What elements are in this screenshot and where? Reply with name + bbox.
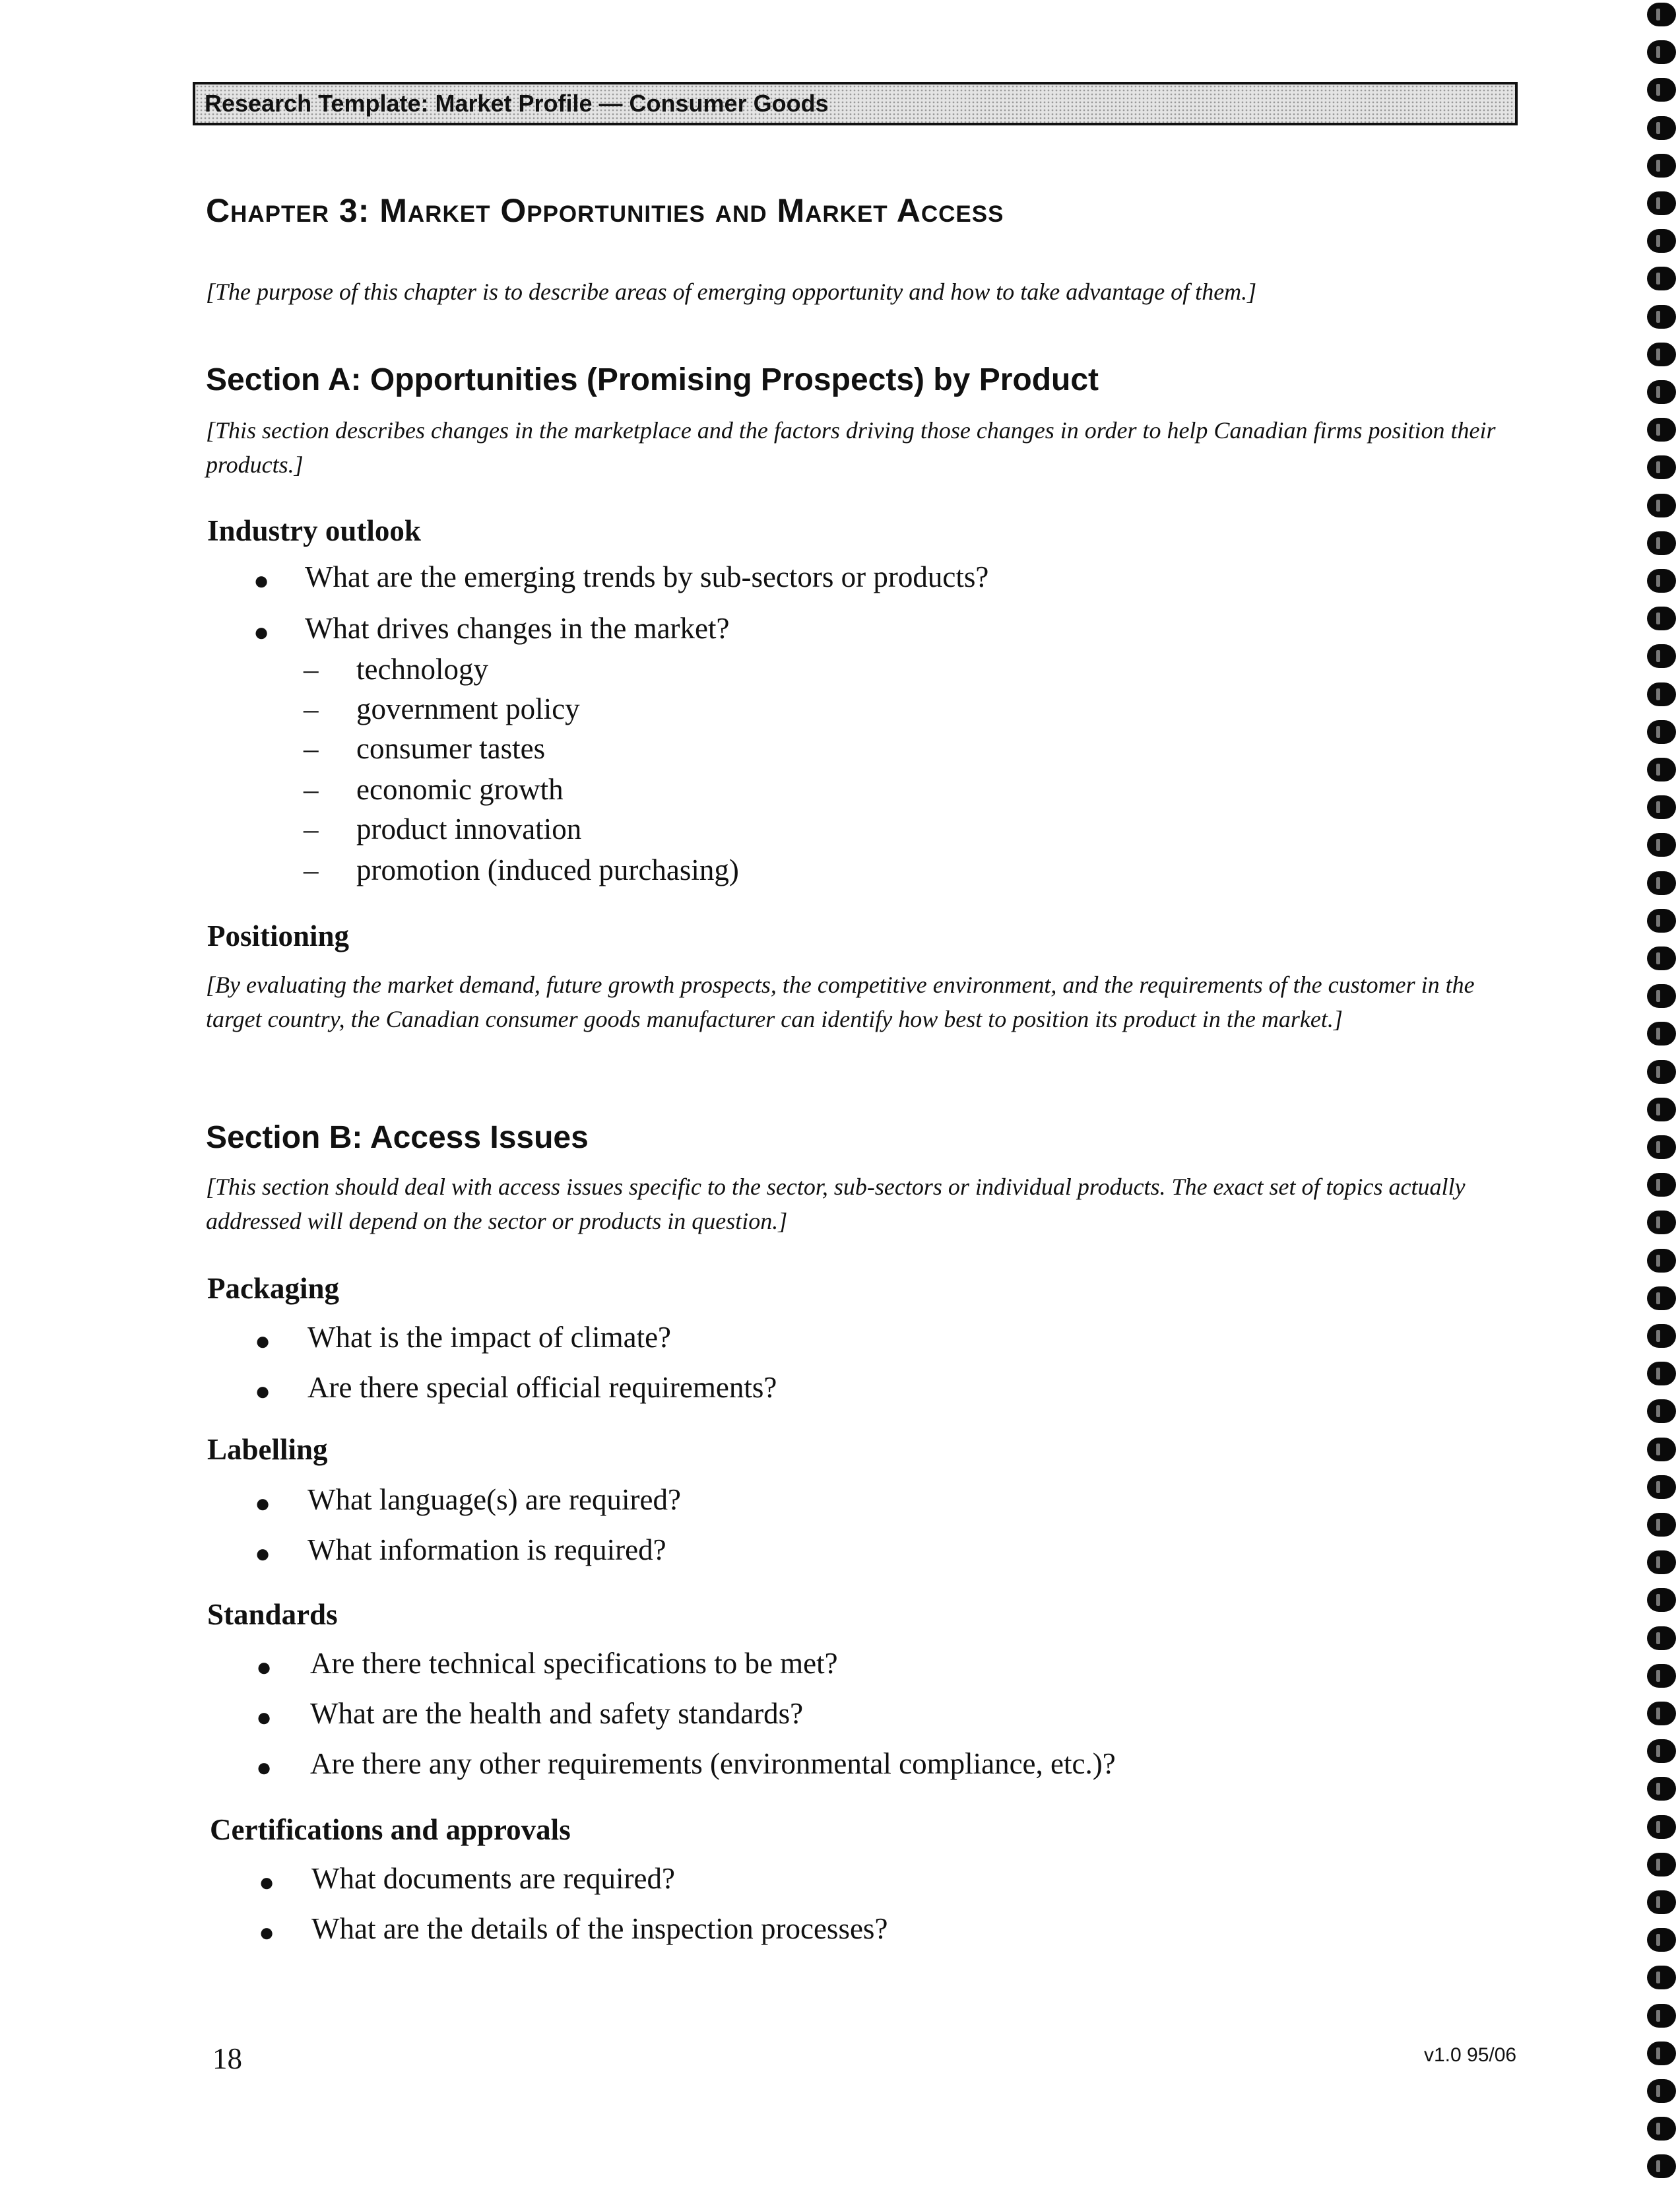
labelling-heading: Labelling [207, 1433, 328, 1466]
binding-hole-icon [1647, 1060, 1676, 1084]
positioning-heading: Positioning [207, 919, 350, 952]
binding-hole-icon [1647, 1777, 1676, 1801]
driver-item: promotion (induced purchasing) [356, 853, 739, 886]
binding-hole-icon [1647, 2154, 1676, 2178]
binding-hole-icon [1647, 1475, 1676, 1499]
list-item: What drives changes in the market? [305, 612, 730, 645]
binding-hole-icon [1647, 1173, 1676, 1197]
page-number: 18 [212, 2042, 242, 2075]
binding-hole-icon [1647, 2117, 1676, 2141]
binding-hole-icon [1647, 1626, 1676, 1650]
standards-heading: Standards [207, 1598, 338, 1631]
bullet-icon: ● [259, 1917, 275, 1947]
binding-hole-icon [1647, 455, 1676, 479]
binding-hole-icon [1647, 947, 1676, 970]
binding-hole-icon [1647, 116, 1676, 140]
bullet-icon: ● [256, 1702, 273, 1732]
binding-hole-icon [1647, 2079, 1676, 2103]
bullet-icon: ● [256, 1652, 273, 1682]
binding-hole-icon [1647, 682, 1676, 706]
bullet-icon: ● [255, 1488, 271, 1518]
binding-hole-icon [1647, 1513, 1676, 1537]
version-label: v1.0 95/06 [1424, 2044, 1517, 2066]
binding-hole-icon [1647, 1588, 1676, 1612]
binding-hole-icon [1647, 78, 1676, 102]
dash-icon: – [304, 692, 319, 725]
driver-item: economic growth [356, 773, 564, 806]
binding-hole-icon [1647, 1739, 1676, 1763]
binding-hole-icon [1647, 1890, 1676, 1914]
binding-hole-icon [1647, 40, 1676, 64]
section-a-note: [This section describes changes in the marketplace and the factors driving those changes in order to help Canadian firms position their products.] [206, 417, 1496, 478]
bullet-icon: ● [255, 1539, 271, 1568]
section-b-title: Section B: Access Issues [206, 1120, 589, 1155]
binding-hole-icon [1647, 1211, 1676, 1234]
binding-hole-icon [1647, 1702, 1676, 1725]
list-item: What are the emerging trends by sub-sectors or products? [305, 560, 989, 593]
bullet-icon: ● [255, 1376, 271, 1406]
binding-hole-icon [1647, 1399, 1676, 1423]
binding-hole-icon [1647, 1022, 1676, 1046]
binding-hole-icon [1647, 305, 1676, 329]
driver-item: government policy [356, 692, 580, 725]
binding-hole-icon [1647, 1664, 1676, 1688]
driver-item: technology [356, 653, 488, 686]
chapter-purpose: [The purpose of this chapter is to describe areas of emerging opportunity and how to take advantage of them.] [206, 279, 1257, 305]
bullet-icon: ● [256, 1752, 273, 1782]
binding-hole-icon [1647, 267, 1676, 290]
industry-outlook-heading: Industry outlook [207, 514, 421, 547]
dash-icon: – [304, 813, 319, 846]
binding-hole-icon [1647, 1098, 1676, 1121]
binding-hole-icon [1647, 2004, 1676, 2028]
binding-hole-icon [1647, 1324, 1676, 1348]
binding-hole-icon [1647, 1249, 1676, 1273]
binding-hole-icon [1647, 720, 1676, 744]
bullet-icon: ● [253, 617, 270, 647]
list-item: What language(s) are required? [307, 1483, 681, 1516]
binding-hole-icon [1647, 909, 1676, 933]
binding-hole-icon [1647, 1853, 1676, 1876]
dash-icon: – [304, 732, 319, 765]
dash-icon: – [304, 773, 319, 806]
binding-hole-icon [1647, 758, 1676, 781]
list-item: What is the impact of climate? [307, 1321, 672, 1354]
binding-hole-icon [1647, 1286, 1676, 1310]
positioning-note: [By evaluating the market demand, future growth prospects, the competitive environment, and the requirements of the customer in the target country, the Canadian consumer goods manufacturer can identify how best to position its product in the market.] [206, 972, 1475, 1032]
packaging-heading: Packaging [207, 1272, 340, 1305]
dash-icon: – [304, 853, 319, 886]
list-item: What are the details of the inspection processes? [311, 1912, 888, 1945]
binding-hole-icon [1647, 494, 1676, 517]
binding-hole-icon [1647, 871, 1676, 895]
binding-hole-icon [1647, 795, 1676, 819]
running-header [193, 82, 1518, 125]
binding-hole-icon [1647, 343, 1676, 366]
binding-hole-icon [1647, 2042, 1676, 2065]
list-item: What documents are required? [311, 1862, 675, 1895]
driver-item: consumer tastes [356, 732, 546, 765]
binding-hole-icon [1647, 418, 1676, 442]
dash-icon: – [304, 653, 319, 686]
binding-hole-icon [1647, 154, 1676, 178]
binding-hole-icon [1647, 229, 1676, 253]
list-item: What are the health and safety standards? [310, 1697, 804, 1730]
binding-hole-icon [1647, 380, 1676, 404]
binding-hole-icon [1647, 1966, 1676, 1989]
running-header-title: Research Template: Market Profile — Consumer Goods [205, 90, 829, 117]
bullet-icon: ● [253, 566, 270, 595]
binding-hole-icon [1647, 191, 1676, 215]
spiral-binding [1642, 0, 1680, 2192]
binding-hole-icon [1647, 1928, 1676, 1952]
binding-hole-icon [1647, 1362, 1676, 1385]
binding-hole-icon [1647, 531, 1676, 555]
list-item: What information is required? [307, 1533, 666, 1566]
bullet-icon: ● [255, 1326, 271, 1356]
binding-hole-icon [1647, 984, 1676, 1008]
chapter-title: Chapter 3: Market Opportunities and Market Access [206, 192, 1004, 229]
binding-hole-icon [1647, 833, 1676, 857]
list-item: Are there technical specifications to be met? [310, 1647, 838, 1680]
binding-hole-icon [1647, 3, 1676, 26]
binding-hole-icon [1647, 569, 1676, 593]
list-item: Are there any other requirements (environmental compliance, etc.)? [310, 1747, 1116, 1780]
bullet-icon: ● [259, 1867, 275, 1897]
binding-hole-icon [1647, 1550, 1676, 1574]
binding-hole-icon [1647, 1815, 1676, 1839]
binding-hole-icon [1647, 607, 1676, 630]
binding-hole-icon [1647, 1135, 1676, 1159]
driver-item: product innovation [356, 813, 582, 846]
section-b-note: [This section should deal with access issues specific to the sector, sub-sectors or individual products. The exact set of topics actually addressed will depend on the sector or products in question.] [206, 1174, 1466, 1234]
list-item: Are there special official requirements? [307, 1371, 777, 1404]
binding-hole-icon [1647, 1438, 1676, 1461]
binding-hole-icon [1647, 644, 1676, 668]
section-a-title: Section A: Opportunities (Promising Prospects) by Product [206, 362, 1099, 397]
certifications-heading: Certifications and approvals [210, 1813, 571, 1846]
